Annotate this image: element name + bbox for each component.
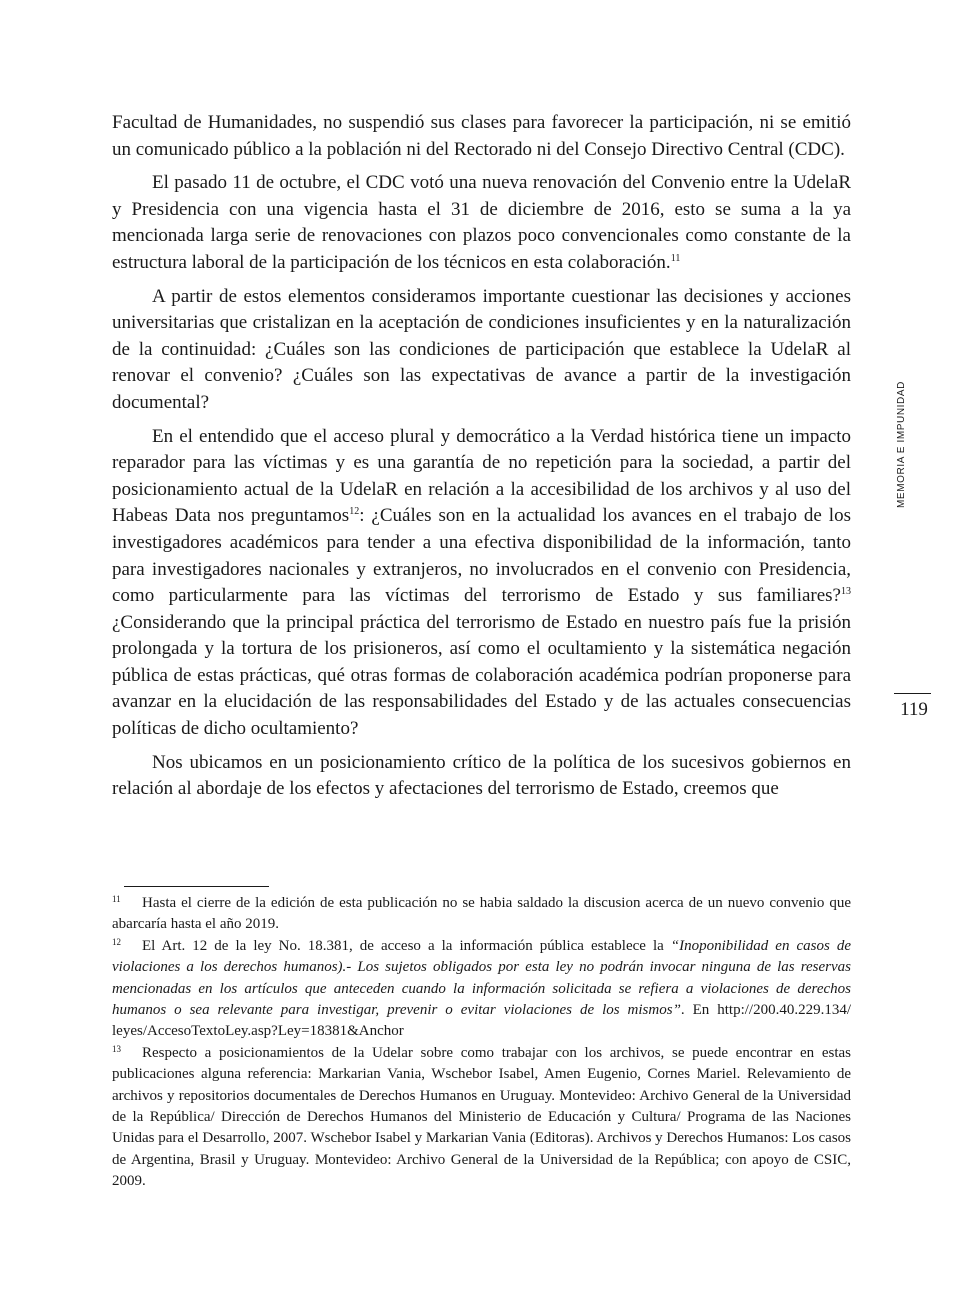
footnote-ref[interactable]: 12: [349, 506, 360, 518]
footnote-quote: “Inoponibilidad en casos de violaciones a los derechos humanos).- Los sujetos obligados por esta ley no podrán invocar ninguna de las reservas mencionadas en los artículos que anteceden cuando la información solicitada se refiera a violaciones de derechos humanos o sea relevante para investigar, prevenir o evitar violaciones de los mismos”: [112, 937, 851, 1019]
body-text: [112, 110, 851, 810]
footnotes: [112, 893, 851, 1193]
paragraph: [112, 110, 851, 163]
paragraph: [112, 424, 851, 743]
paragraph-text: El pasado 11 de octubre, el CDC votó una nueva renovación del Convenio entre la UdelaR y Presidencia con una vigencia hasta el 31 de diciembre de 2016, esto se suma a la ya mencionada larga serie de renovaciones con plazos poco convencionales como constante de la estructura laboral de la participación de los técnicos en esta colaboración.: [112, 172, 851, 273]
footnote: 13 Respecto a posicionamientos de la Udelar sobre como trabajar con los archivos, se puede encontrar en estas publicaciones alguna referencia: Markarian Vania, Wschebor Isabel, Amen Eugenio, Cornes Mariel. Relevamiento de archivos y repositorios documentales de Derechos Humanos en Uruguay. Montevideo: Archivo General de la Universidad de la República/ Dirección de Derechos Humanos del Ministerio de Educación y Cultura/ Programa de las Naciones Unidas para el Desarrollo, 2007. Wschebor Isabel y Markarian Vania (Editoras). Archivos y Derechos Humanos: Los casos de Argentina, Brasil y Uruguay. Montevideo: Archivo General de la Universidad de la República; con apoyo de CSIC, 2009.: [112, 1043, 851, 1190]
footnote-text: El Art. 12 de la ley No. 18.381, de acceso a la información pública establece la: [142, 937, 671, 954]
footnote-text: Respecto a posicionamientos de la Udelar sobre como trabajar con los archivos, se puede encontrar en estas publicaciones alguna referencia: Markarian Vania, Wschebor Isabel, Amen Eugenio, Cornes Mariel. Relevamiento de archivos y repositorios documentales de Derechos Humanos en Uruguay. Montevideo: Archivo General de la Universidad de la República/ Dirección de Derechos Humanos del Ministerio de Educación y Cultura/ Programa de las Naciones Unidas para el Desarrollo, 2007. Wschebor Isabel y Markarian Vania (Editoras). Archivos y Derechos Humanos: Los casos de Argentina, Brasil y Uruguay. Montevideo: Archivo General de la Universidad de la República; con apoyo de CSIC, 2009.: [112, 1044, 851, 1190]
paragraph-text: : ¿Cuáles son en la actualidad los avances en el trabajo de los investigadores académicos para tender a una efectiva disponibilidad de la información, tanto para investigadores nacionales y extranjeros, no involucrados en el convenio con Presidencia, como particularmente para las víctimas del terrorismo de Estado y sus familiares?: [112, 505, 851, 607]
paragraph-text: A partir de estos elementos consideramos importante cuestionar las decisiones y acciones universitarias que cristalizan en la aceptación de condiciones insuficientes y en la naturalización de la continuidad: ¿Cuáles son las condiciones de participación que establece la UdelaR al renovar el convenio? ¿Cuáles son las expectativas de avance a partir de la investigación documental?: [112, 285, 851, 413]
footnote-separator: [124, 886, 269, 887]
running-header: MEMORIA E IMPUNIDAD: [896, 381, 907, 508]
footnote-text: Hasta el cierre de la edición de esta publicación no se habia saldado la discusion acerca de un nuevo convenio que abarcaría hasta el año 2019.: [112, 895, 851, 933]
paragraph: [112, 284, 851, 417]
paragraph-text: En el entendido que el acceso plural y democrático a la Verdad histórica tiene un impacto reparador para las víctimas y es una garantía de no repetición para la sociedad, a partir del posicionamiento actual de la UdelaR en relación a la accesibilidad de los archivos y al uso del Habeas Data nos preguntamos: [112, 425, 851, 527]
paragraph: [112, 750, 851, 803]
paragraph-text: Nos ubicamos en un posicionamiento crítico de la política de los sucesivos gobiernos en relación al abordaje de los efectos y afectaciones del terrorismo de Estado, creemos que: [112, 751, 851, 800]
footnote: 11 Hasta el cierre de la edición de esta publicación no se habia saldado la discusion acerca de un nuevo convenio que abarcaría hasta el año 2019.: [112, 894, 851, 933]
paragraph: [112, 170, 851, 276]
paragraph-text: Facultad de Humanidades, no suspendió sus clases para favorecer la participación, ni se emitió un comunicado público a la población ni del Rectorado ni del Consejo Directivo Central (CDC).: [112, 112, 851, 160]
page-number-rule: [894, 693, 931, 694]
paragraph-text: ¿Considerando que la principal práctica del terrorismo de Estado en nuestro país fue la prisión prolongada y la tortura de los prisioneros, así como el ocultamiento y la sistemática negación pública de estas prácticas, qué otras formas de colaboración académica podrían proponerse para avanzar en la elucidación de las responsabilidades del Estado y de las actuales consecuencias políticas de dicho ocultamiento?: [112, 611, 851, 740]
footnote-ref[interactable]: 11: [670, 252, 681, 264]
footnote-ref[interactable]: 13: [841, 586, 851, 598]
page-number: 119: [900, 699, 928, 720]
footnote: 12 El Art. 12 de la ley No. 18.381, de acceso a la información pública establece la “Inoponibilidad en casos de violaciones a los derechos humanos).- Los sujetos obligados por esta ley no podrán invocar ninguna de las reservas mencionadas en los artículos que anteceden cuando la información solicitada se refiera a violaciones de derechos humanos o sea relevante para investigar, prevenir o evitar violaciones de los mismos”. En http://200.40.229.134/ leyes/AccesoTextoLey.asp?Ley=18381&Anchor: [112, 936, 851, 1040]
footnote-link[interactable]: . En http://200.40.229.134/ leyes/AccesoTextoLey.asp?Ley=18381&Anchor: [112, 1002, 851, 1040]
